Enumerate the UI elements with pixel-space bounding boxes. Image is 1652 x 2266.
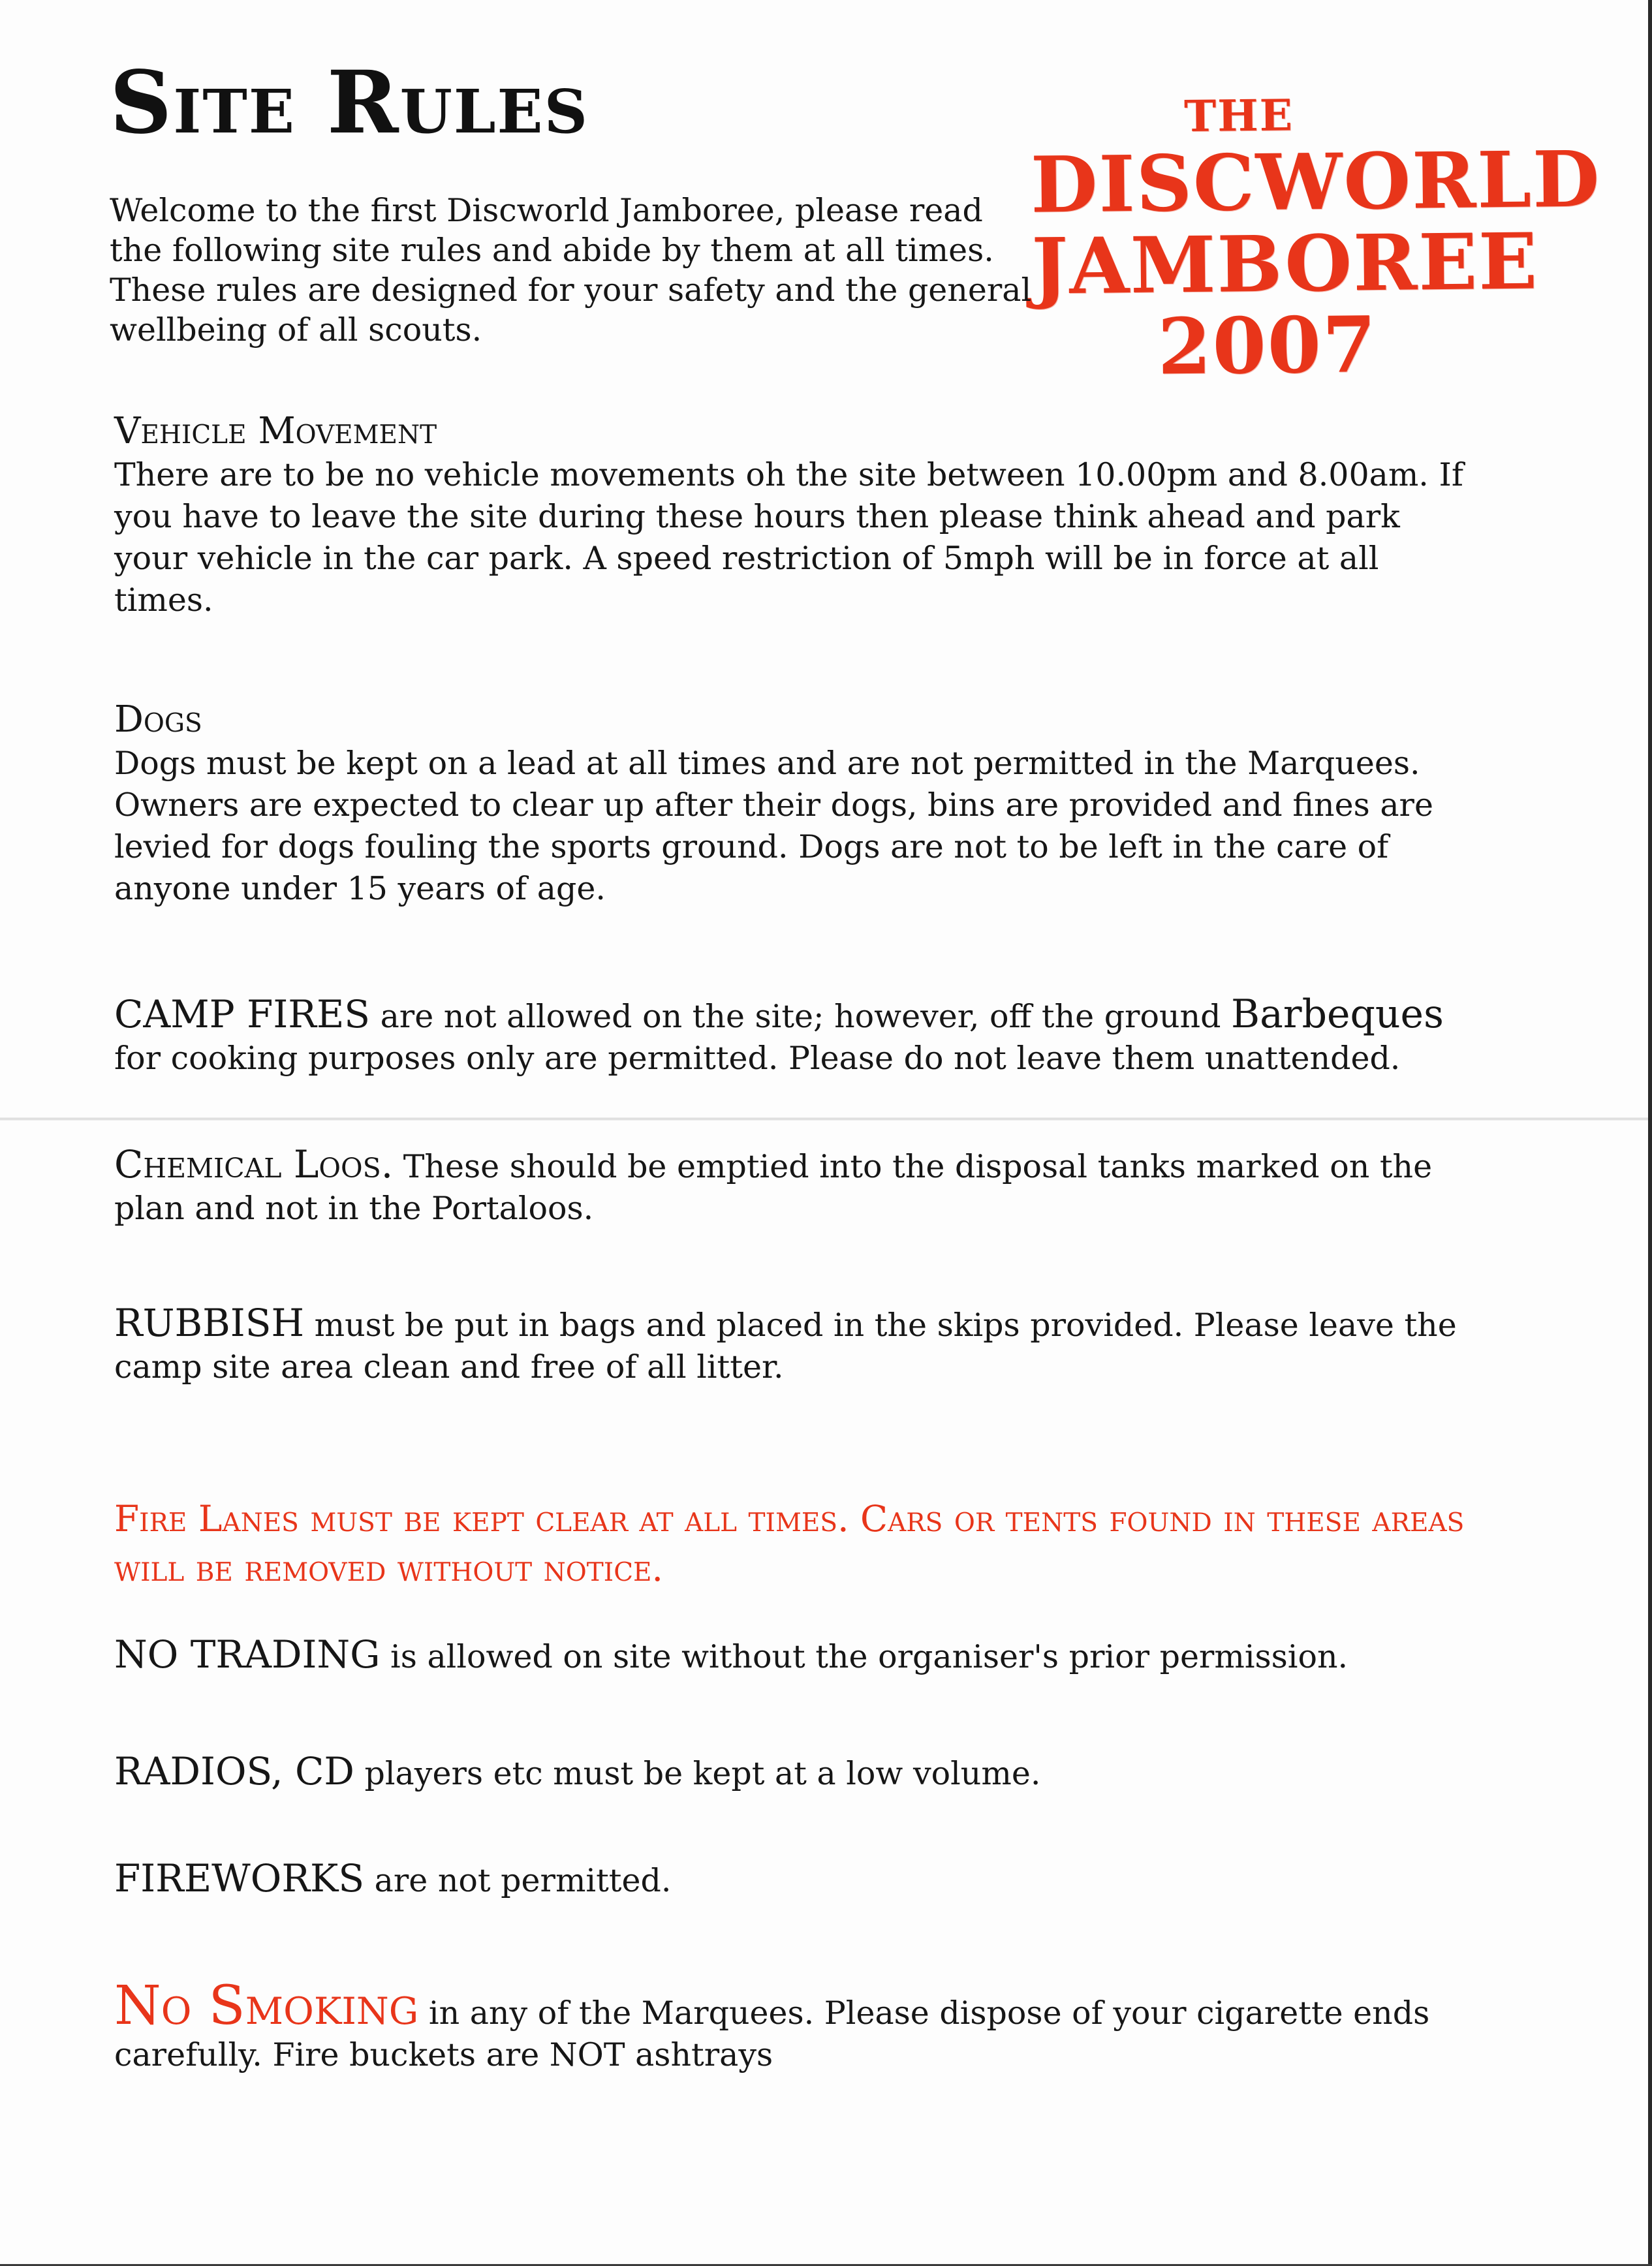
campfires-text-2: for cooking purposes only are permitted. Please do not leave them unattended.	[114, 1040, 1401, 1077]
stamp-line-the: THE	[1183, 89, 1294, 142]
loos-text: These should be emptied into the disposal tanks marked on the plan and not in the Portaloos.	[114, 1148, 1433, 1227]
loos-paragraph	[114, 1143, 1472, 1230]
section-radios	[114, 1750, 1472, 1795]
radios-paragraph	[114, 1750, 1472, 1795]
section-no-smoking	[114, 1975, 1472, 2076]
fireworks-text: are not permitted.	[364, 1862, 672, 1899]
barbeques-lead: Barbeques	[1231, 991, 1444, 1037]
campfires-lead: CAMP FIRES	[114, 992, 371, 1036]
trading-lead: NO TRADING	[114, 1632, 381, 1677]
dogs-heading: Dogs	[114, 698, 202, 741]
fireworks-lead: FIREWORKS	[114, 1856, 365, 1901]
section-trading	[114, 1634, 1472, 1678]
vehicle-heading: Vehicle Movement	[114, 410, 437, 452]
section-camp-fires	[114, 993, 1472, 1079]
section-dogs	[114, 697, 1472, 910]
section-rubbish	[114, 1302, 1472, 1388]
trading-paragraph	[114, 1634, 1472, 1678]
jamboree-stamp-logo	[1030, 87, 1602, 392]
section-vehicle-movement	[114, 409, 1472, 621]
rubbish-paragraph	[114, 1302, 1472, 1388]
section-chemical-loos	[114, 1143, 1472, 1230]
section-fire-lanes	[114, 1458, 1472, 1629]
loos-lead: Chemical Loos.	[114, 1142, 394, 1187]
section-fireworks	[114, 1857, 1472, 1902]
dogs-text: Dogs must be kept on a lead at all times and are not permitted in the Marquees. Owners are expected to clear up after their dogs, bins are provided and fines are levied for dogs fouling the sports ground. Dogs are not to be left in the care of anyone under 15 years of age.	[114, 745, 1433, 907]
radios-lead: RADIOS, CD	[114, 1749, 354, 1793]
intro-paragraph: Welcome to the first Discworld Jamboree, please read the following site rules and abide by them at all times. These rules are designed for your safety and the general wellbeing of all scouts.	[110, 192, 1032, 349]
firelanes-warning: Fire Lanes must be kept clear at all times. Cars or tents found in these areas will be removed without notice.	[114, 1498, 1465, 1589]
smoking-lead: No Smoking	[114, 1975, 419, 2037]
trading-text: is allowed on site without the organiser's prior permission.	[380, 1638, 1348, 1675]
scan-edge-right	[1648, 0, 1652, 2266]
smoking-paragraph	[114, 1975, 1472, 2076]
stamp-line-year: 2007	[1157, 299, 1378, 392]
stamp-line-jamboree: JAMBOREE	[1031, 215, 1539, 312]
smoking-text: in any of the Marquees. Please dispose of your cigarette ends carefully. Fire buckets are NOT ashtrays	[114, 1994, 1430, 2073]
campfires-text-1: are not allowed on the site; however, off the ground	[370, 998, 1232, 1035]
rubbish-lead: RUBBISH	[114, 1301, 305, 1345]
fireworks-paragraph	[114, 1857, 1472, 1902]
paper-fold-line	[0, 1117, 1652, 1121]
page-title: Site Rules	[110, 52, 589, 153]
rubbish-text: must be put in bags and placed in the skips provided. Please leave the camp site area clean and free of all litter.	[114, 1307, 1457, 1386]
radios-text: players etc must be kept at a low volume.	[354, 1755, 1041, 1792]
vehicle-text: There are to be no vehicle movements oh the site between 10.00pm and 8.00am. If you have to leave the site during these hours then please think ahead and park your vehicle in the car park. A speed restriction of 5mph will be in force at all times.	[114, 456, 1463, 619]
campfires-paragraph	[114, 993, 1472, 1079]
stamp-line-discworld: DISCWORLD	[1030, 133, 1602, 230]
